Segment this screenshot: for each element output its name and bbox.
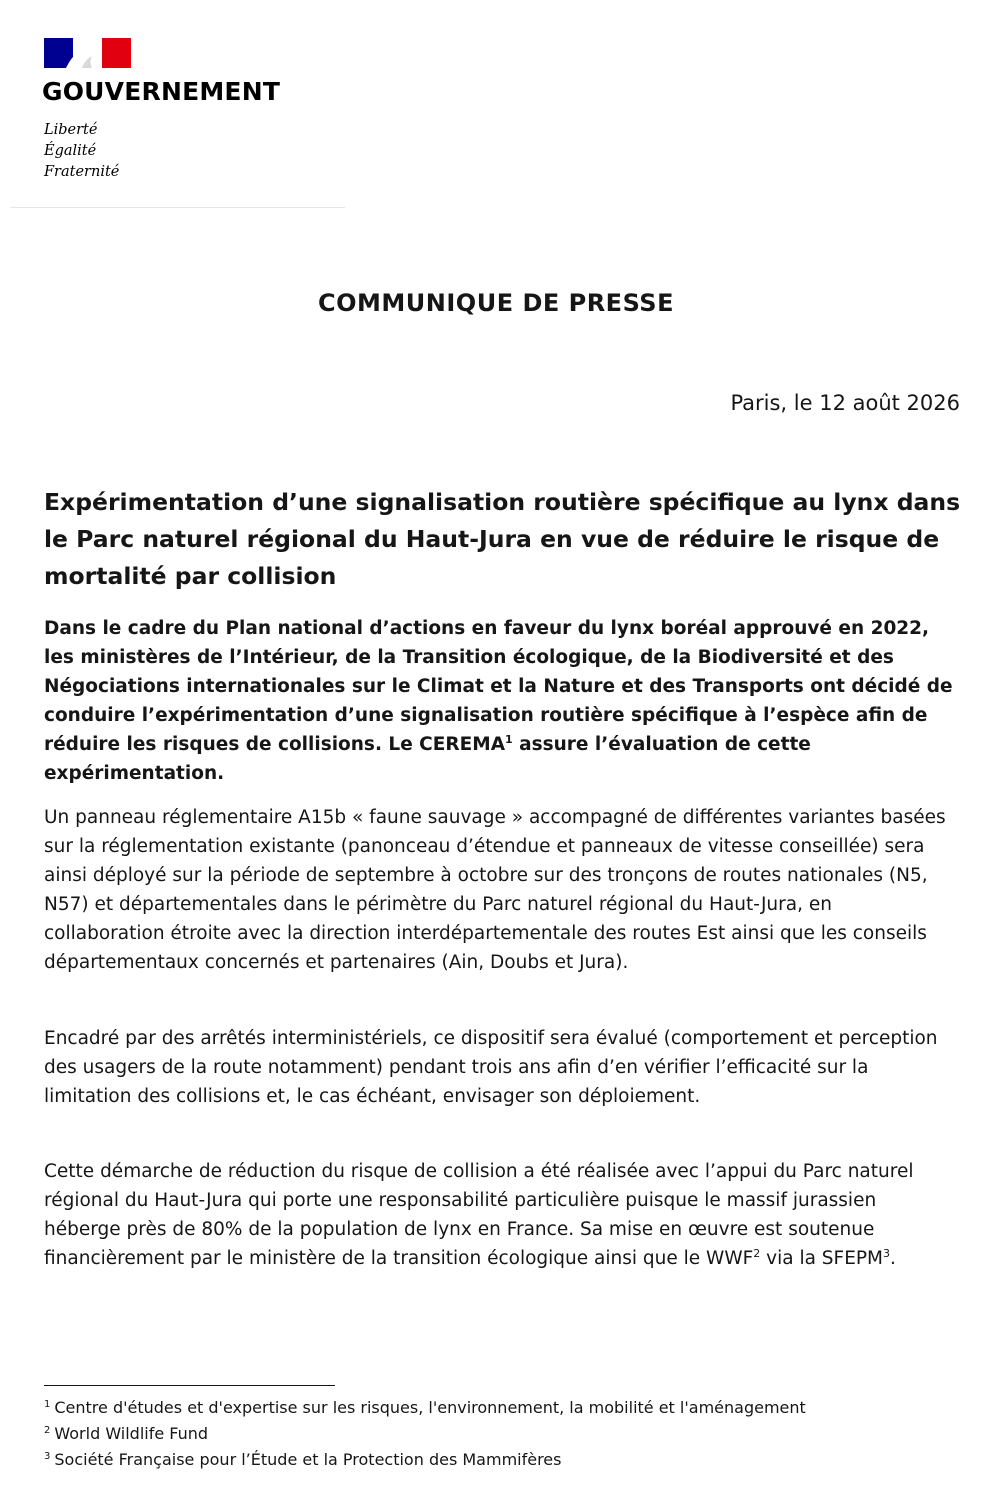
body-paragraph-3 (44, 1157, 956, 1273)
footnote-number: 1 (44, 1398, 51, 1410)
press-release-headline: Expérimentation d’une signalisation routière spécifique au lynx dans le Parc naturel régional du Haut-Jura en vue de réduire le risque de mortalité par collision (44, 488, 961, 590)
footnote-1 (44, 1395, 956, 1421)
p3-text-middle: via la SFEPM (760, 1248, 883, 1269)
footnote-3 (44, 1447, 956, 1473)
footnote-text: Centre d'études et d'expertise sur les risques, l'environnement, la mobilité et l'aménagement (54, 1398, 806, 1417)
footnote-ref-3: 3 (883, 1246, 890, 1260)
footnote-text: Société Française pour l’Étude et la Protection des Mammifères (54, 1450, 562, 1469)
footnote-separator (44, 1385, 335, 1386)
footnote-2 (44, 1421, 956, 1447)
document-type-heading: COMMUNIQUE DE PRESSE (318, 289, 674, 317)
motto-egalite: Égalité (44, 143, 97, 159)
press-release-date: Paris, le 12 août 2026 (730, 391, 960, 415)
motto-liberte: Liberté (44, 122, 98, 138)
footnote-text: World Wildlife Fund (54, 1424, 209, 1443)
footnote-ref-2: 2 (753, 1246, 761, 1260)
p3-text-after: . (890, 1248, 896, 1269)
footnote-number: 3 (44, 1450, 51, 1462)
lead-text-before: Dans le cadre du Plan national d’actions en faveur du lynx boréal approuvé en 2022, les ministères de l’Intérieur, de la Transition écologique, de la Biodiversité et des Négociations internationales sur le Climat et la Nature et des Transports ont décidé de conduire l’expérimentation d’une signalisation routière spécifique à l’espèce afin de réduire les risques de collisions. Le CEREMA (44, 618, 953, 755)
p3-text-before: Cette démarche de réduction du risque de collision a été réalisée avec l’appui du Parc naturel régional du Haut-Jura qui porte une responsabilité particulière puisque le massif jurassien héberge près de 80% de la population de lynx en France. Sa mise en œuvre est soutenue financièrement par le ministère de la transition écologique ainsi que le WWF (44, 1161, 914, 1269)
lead-paragraph (44, 614, 956, 788)
footnote-number: 2 (44, 1424, 51, 1436)
body-paragraph-1: Un panneau réglementaire A15b « faune sauvage » accompagné de différentes variantes basées sur la réglementation existante (panonceau d’étendue et panneaux de vitesse conseillée) sera ainsi déployé sur la période de septembre à octobre sur des tronçons de routes nationales (N5, N57) et départementales dans le périmètre du Parc naturel régional du Haut-Jura, en collaboration étroite avec la direction interdépartementale des routes Est ainsi que les conseils départementaux concernés et partenaires (Ain, Doubs et Jura). (44, 807, 946, 973)
government-header (10, 0, 345, 208)
footnote-ref-1: 1 (505, 732, 513, 746)
marianne-flag-logo (44, 38, 131, 68)
footnotes (44, 1395, 956, 1473)
motto (44, 120, 119, 183)
government-wordmark: GOUVERNEMENT (42, 77, 281, 106)
body-paragraph-2: Encadré par des arrêtés interministériels, ce dispositif sera évalué (comportement et perception des usagers de la route notamment) pendant trois ans afin d’en vérifier l’efficacité sur la limitation des collisions et, le cas échéant, envisager son déploiement. (44, 1028, 938, 1107)
motto-fraternite: Fraternité (44, 164, 120, 180)
lead-text-after: assure l’évaluation de cette expérimentation. (44, 734, 811, 784)
